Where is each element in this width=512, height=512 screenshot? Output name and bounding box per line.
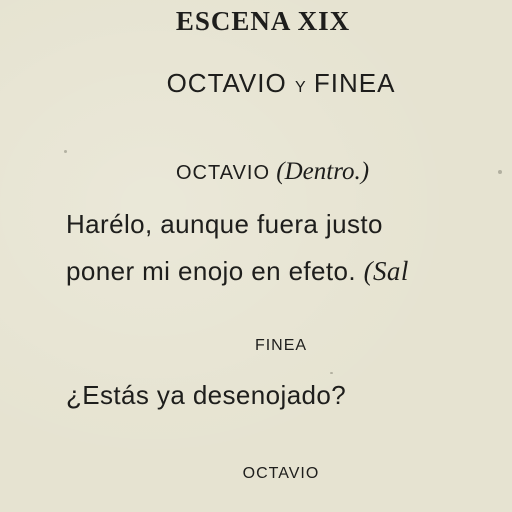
- paper-speck: [64, 150, 67, 153]
- speaker-heading-finea: FINEA: [254, 337, 308, 354]
- stage-direction: (Dentro.): [276, 158, 370, 185]
- speaker-heading-octavio-2: OCTAVIO: [242, 465, 320, 482]
- character-finea: FINEA: [313, 68, 396, 98]
- scene-title: ESCENA XIX: [175, 6, 351, 36]
- paper-speck: [498, 170, 502, 174]
- verse-line: [66, 256, 409, 287]
- characters-conjunction: Y: [294, 79, 306, 96]
- verse-line: Harélo, aunque fuera justo: [66, 209, 383, 239]
- speaker-name: OCTAVIO: [176, 162, 271, 184]
- exit-stage-direction: (Sal: [363, 256, 409, 286]
- verse-line-text: poner mi enojo en efeto.: [66, 256, 357, 286]
- scene-characters: [0, 68, 512, 99]
- paper-speck: [330, 372, 333, 374]
- character-octavio: OCTAVIO: [166, 68, 287, 98]
- speaker-heading-octavio: [176, 158, 369, 186]
- verse-line: ¿Estás ya desenojado?: [66, 380, 347, 410]
